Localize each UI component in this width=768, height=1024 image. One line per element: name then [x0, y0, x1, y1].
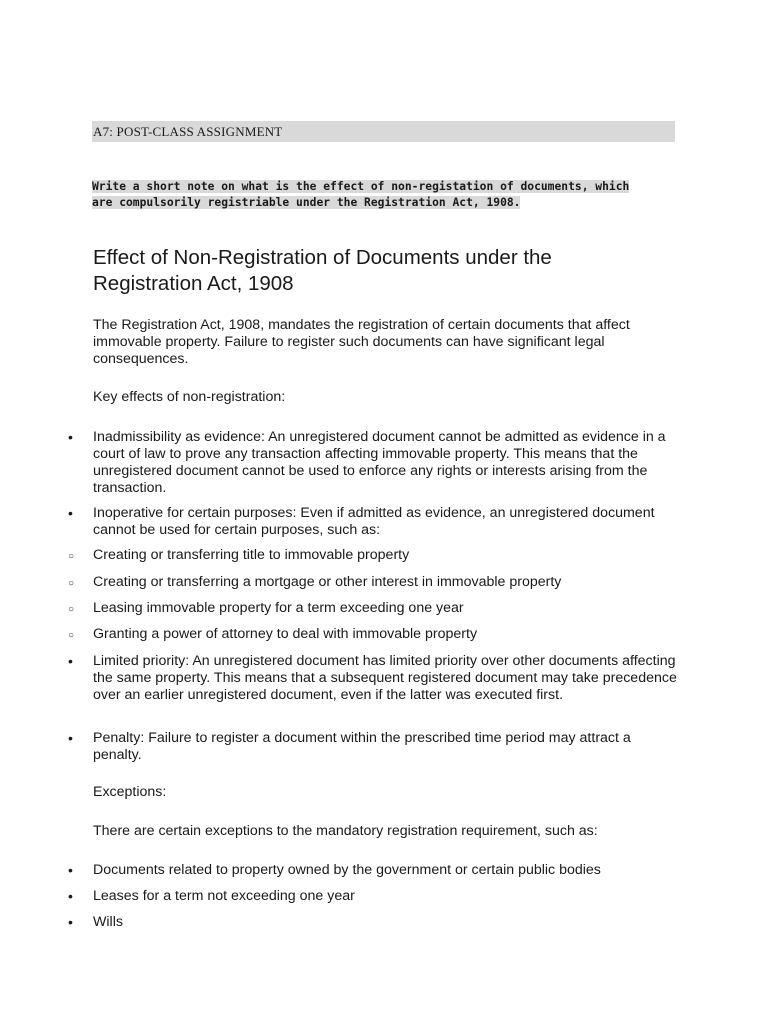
- exceptions-intro: There are certain exceptions to the mandatory registration requirement, such as:: [93, 823, 598, 839]
- bullet-filled-icon: •: [68, 505, 73, 521]
- bullet-hollow-icon: ○: [68, 604, 75, 615]
- purpose-item-title: Creating or transferring title to immovable property: [93, 547, 410, 563]
- bullet-hollow-icon: ○: [68, 551, 75, 562]
- effect-item-penalty: Penalty: Failure to register a document within the prescribed time period may attract a penalty.: [93, 730, 631, 763]
- effect-item-limited-priority: Limited priority: An unregistered document has limited priority over other documents affecting the same property. This means that a subsequent registered document may take precedence over an earlier unregistered document, even if the latter was executed first.: [93, 653, 677, 703]
- assignment-header-label: A7: POST-CLASS ASSIGNMENT: [93, 124, 283, 139]
- key-effects-heading: Key effects of non-registration:: [93, 389, 286, 405]
- bullet-filled-icon: •: [68, 429, 73, 445]
- document-title: Effect of Non-Registration of Documents under the Registration Act, 1908: [93, 246, 552, 295]
- exception-item-wills: Wills: [93, 914, 123, 930]
- exception-item-leases: Leases for a term not exceeding one year: [93, 888, 355, 904]
- bullet-hollow-icon: ○: [68, 630, 75, 641]
- assignment-prompt-text: Write a short note on what is the effect of non-registation of documents, which are compulsorily registriable under the Registration Act, 1908.: [92, 180, 630, 209]
- bullet-hollow-icon: ○: [68, 578, 75, 589]
- intro-paragraph: The Registration Act, 1908, mandates the registration of certain documents that affect immovable property. Failure to register such documents can have significant legal consequences.: [93, 317, 630, 367]
- bullet-filled-icon: •: [68, 653, 73, 669]
- bullet-filled-icon: •: [68, 730, 73, 746]
- bullet-filled-icon: •: [68, 914, 73, 930]
- bullet-filled-icon: •: [68, 888, 73, 904]
- purpose-item-mortgage: Creating or transferring a mortgage or other interest in immovable property: [93, 574, 562, 590]
- exceptions-heading: Exceptions:: [93, 784, 167, 800]
- assignment-prompt: [92, 179, 652, 211]
- effect-item-inadmissibility: Inadmissibility as evidence: An unregistered document cannot be admitted as evidence in a court of law to prove any transaction affecting immovable property. This means that the unregistered document cannot be used to enforce any rights or interests arising from the transaction.: [93, 429, 666, 496]
- effect-item-inoperative: Inoperative for certain purposes: Even if admitted as evidence, an unregistered document cannot be used for certain purposes, such as:: [93, 505, 655, 538]
- bullet-filled-icon: •: [68, 862, 73, 878]
- purpose-item-leasing: Leasing immovable property for a term exceeding one year: [93, 600, 464, 616]
- purpose-item-power-of-attorney: Granting a power of attorney to deal with immovable property: [93, 626, 478, 642]
- exception-item-government: Documents related to property owned by the government or certain public bodies: [93, 862, 601, 878]
